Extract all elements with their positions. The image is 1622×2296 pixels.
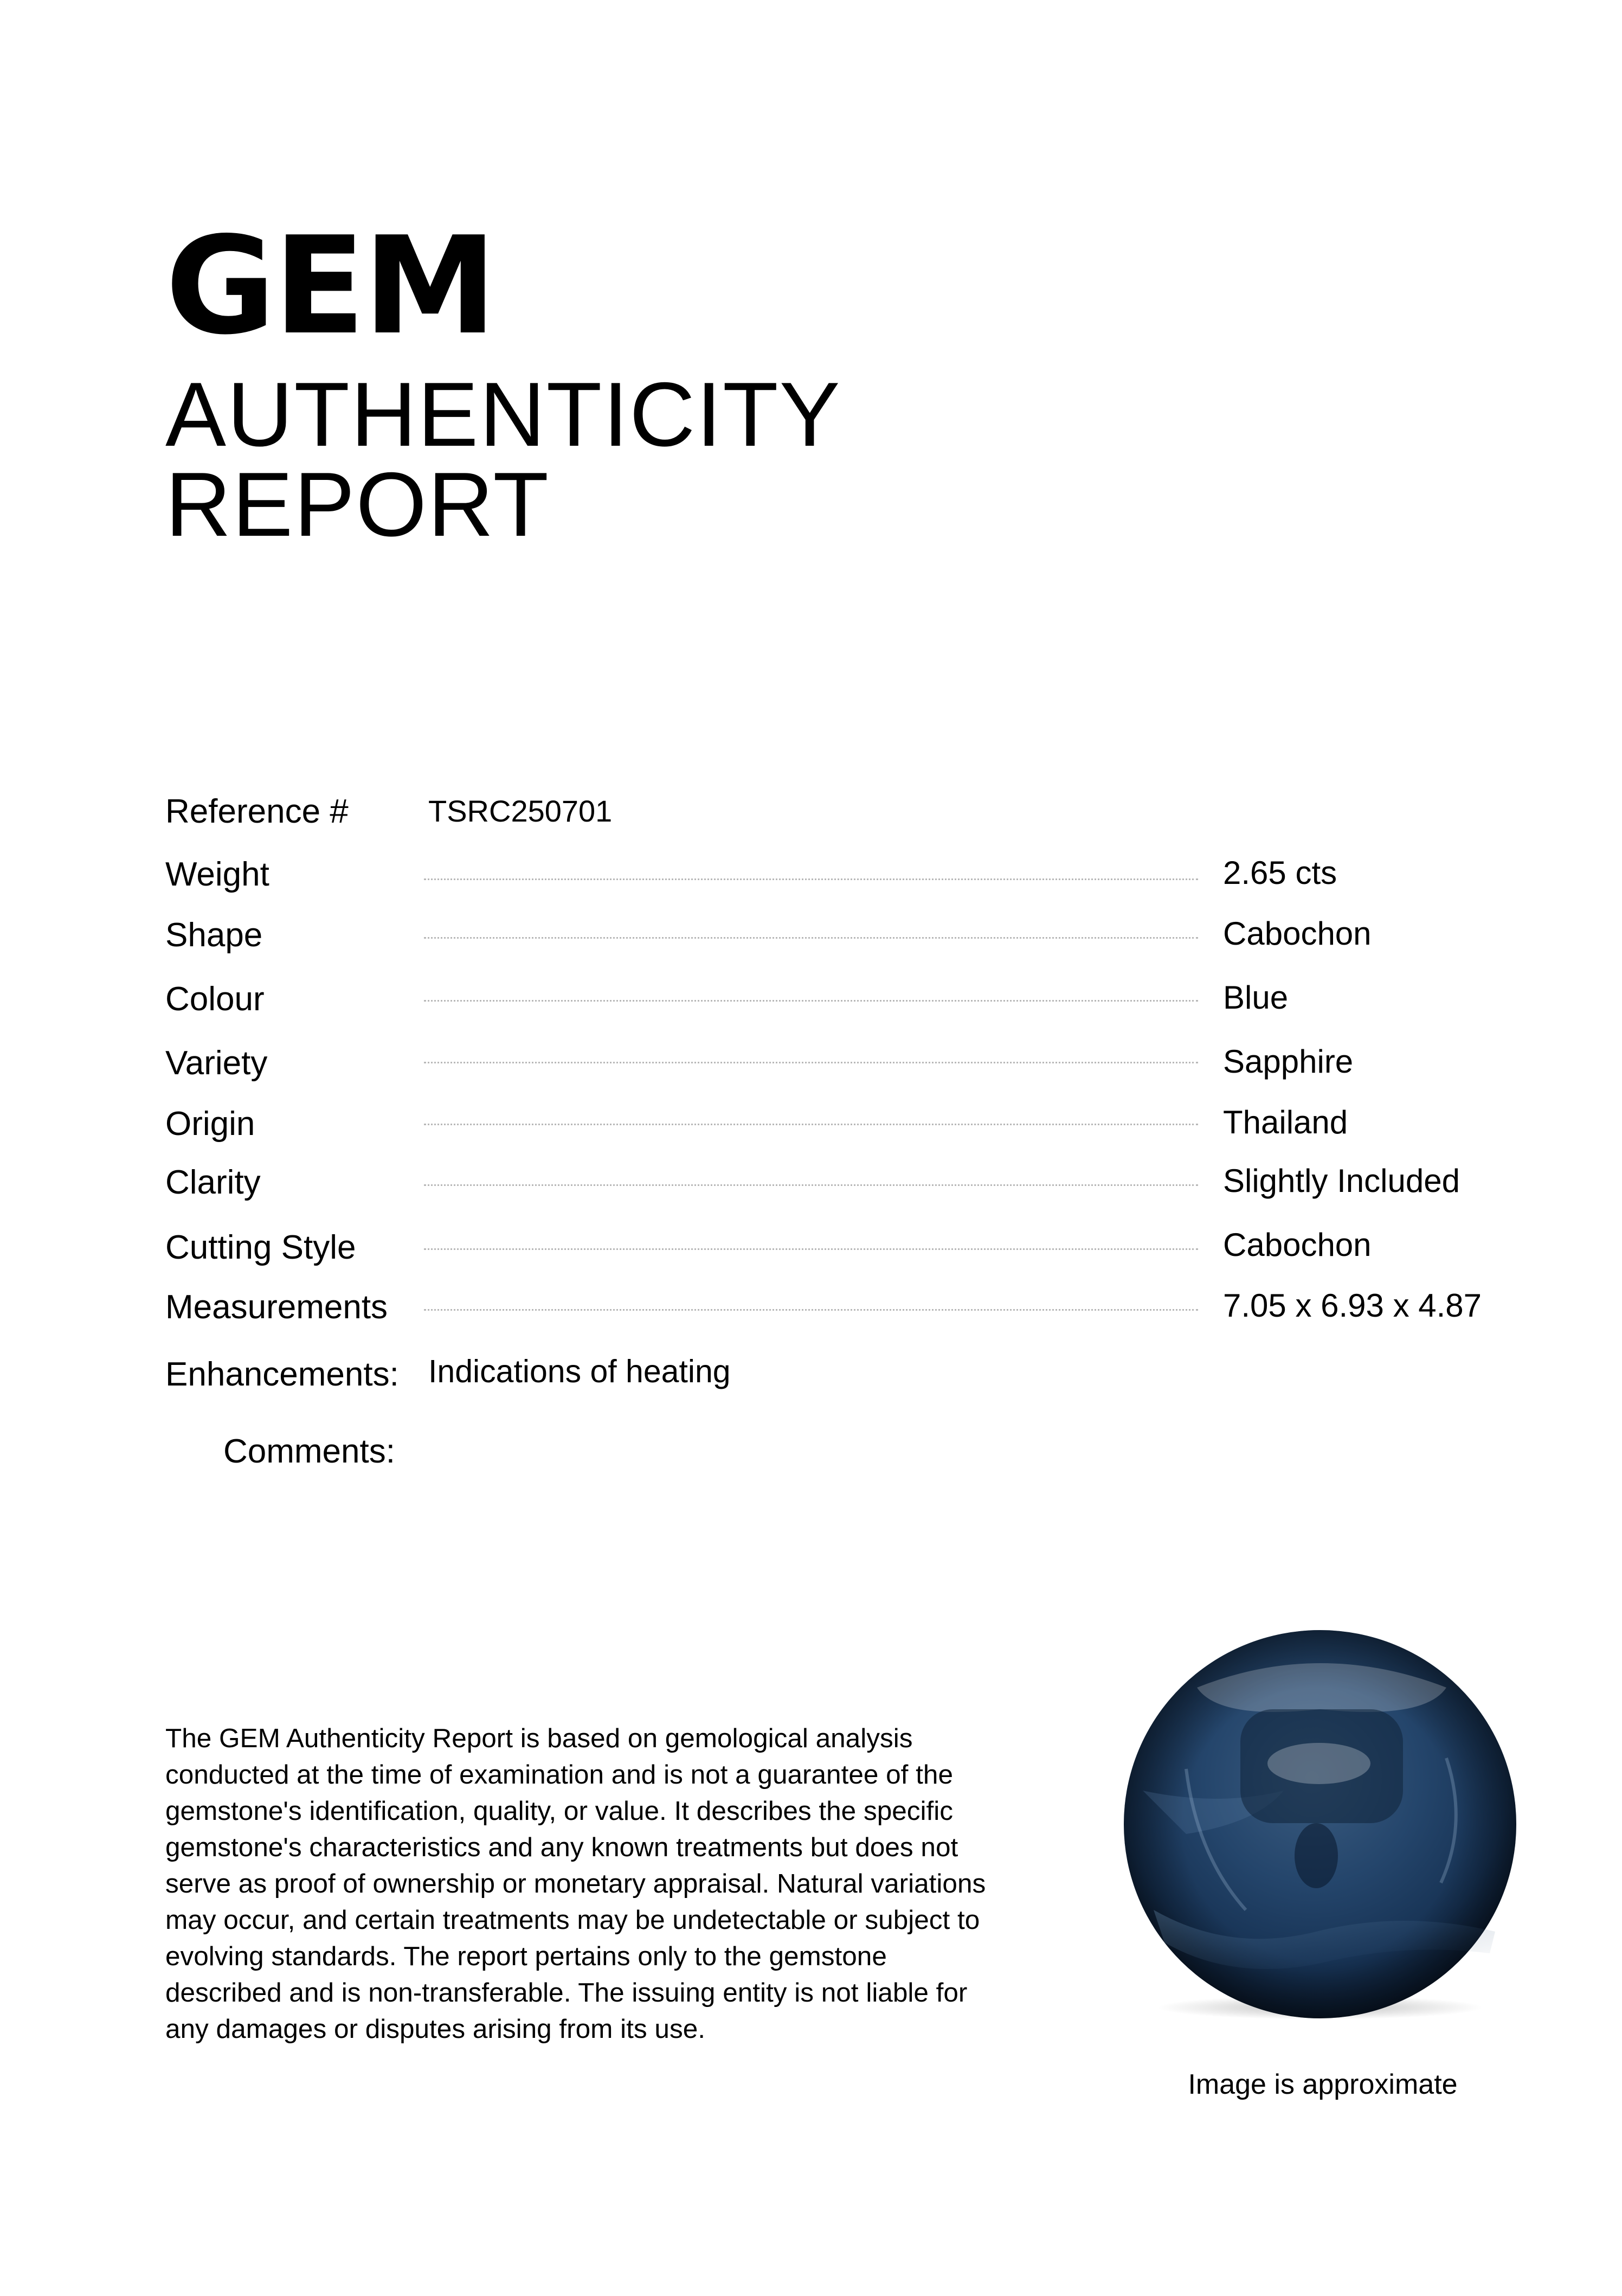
image-caption: Image is approximate	[1188, 2069, 1458, 2100]
dotted-leader	[424, 1124, 1198, 1125]
spec-label: Weight	[165, 856, 269, 893]
enhancements-label: Enhancements:	[165, 1356, 399, 1393]
spec-value: Cabochon	[1223, 1227, 1372, 1263]
dotted-leader	[424, 878, 1198, 880]
enhancements-value: Indications of heating	[428, 1354, 731, 1389]
dotted-leader	[424, 1309, 1198, 1311]
spec-label: Colour	[165, 980, 265, 1018]
dotted-leader	[424, 1248, 1198, 1250]
spec-label: Clarity	[165, 1164, 261, 1201]
disclaimer-text: The GEM Authenticity Report is based on gemological analysis conducted at the time of examination and is not a guarantee of the gemstone's identification, quality, or value. It describes the specific gemstone's characteristics and any known treatments but does not serve as proof of ownership or monetary appraisal. Natural variations may occur, and certain treatments may be undetectable or subject to evolving standards. The report pertains only to the gemstone described and is non-transferable. The issuing entity is not liable for any damages or disputes arising from its use.	[165, 1723, 986, 2044]
report-brand-title: GEM	[165, 208, 495, 364]
reference-label: Reference #	[165, 793, 349, 830]
spec-label: Measurements	[165, 1288, 388, 1326]
dotted-leader	[424, 937, 1198, 939]
spec-value: Slightly Included	[1223, 1163, 1460, 1199]
report-subtitle-line1: AUTHENTICITY	[165, 363, 841, 465]
spec-value: Blue	[1223, 979, 1289, 1016]
spec-value: 7.05 x 6.93 x 4.87	[1223, 1287, 1482, 1324]
gem-reflection-dark	[1295, 1823, 1338, 1888]
spec-label: Shape	[165, 916, 263, 954]
reference-value: TSRC250701	[428, 794, 613, 828]
spec-label: Origin	[165, 1105, 255, 1143]
comments-label: Comments:	[223, 1433, 395, 1470]
gem-highlight-center	[1267, 1743, 1370, 1784]
spec-value: 2.65 cts	[1223, 855, 1337, 891]
dotted-leader	[424, 1184, 1198, 1186]
spec-label: Cutting Style	[165, 1229, 356, 1266]
report-subtitle-line2: REPORT	[165, 453, 550, 555]
spec-value: Cabochon	[1223, 915, 1372, 952]
dotted-leader	[424, 1000, 1198, 1002]
spec-label: Variety	[165, 1044, 268, 1082]
sapphire-cabochon-image	[1121, 1628, 1519, 2023]
spec-value: Sapphire	[1223, 1043, 1354, 1080]
dotted-leader	[424, 1062, 1198, 1063]
spec-value: Thailand	[1223, 1104, 1348, 1140]
